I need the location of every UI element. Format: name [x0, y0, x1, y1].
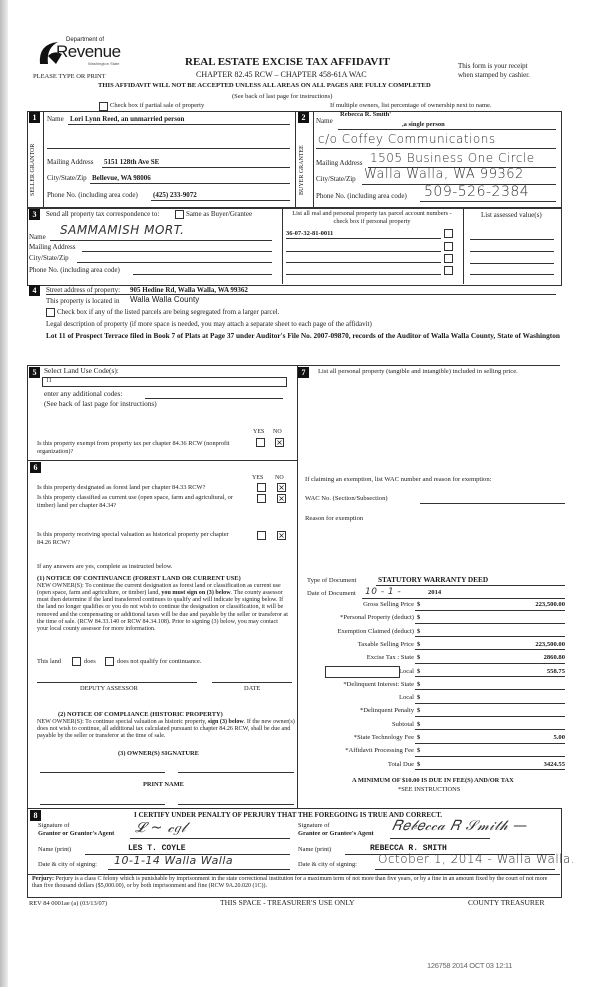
owner-signature-line[interactable]: [40, 772, 165, 773]
perjury-text: Perjury is a class C felony which is punishable by imprisonment in the state correctional institution for a maximum term of not more than five years, or by a fine in an amount fixed by the court of not more than five thousand dollars ($5,000.00), or by both imprisonment and fine (RCW 9A.20.020 (1C)).: [32, 876, 548, 890]
line: [415, 663, 565, 664]
line: [130, 838, 290, 839]
line: [145, 398, 283, 399]
calc-row-label: Taxable Selling Price: [357, 640, 414, 648]
wac-label: WAC No. (Section/Subsection): [305, 495, 388, 502]
line: [376, 585, 565, 586]
line: [415, 623, 565, 624]
same-as-buyer-checkbox[interactable]: [175, 210, 184, 219]
partial-sale-checkbox[interactable]: [99, 102, 108, 111]
buyer-city[interactable]: Walla Walla, WA 99362: [364, 167, 524, 182]
current-use-question: Is this property classified as current use (open space, farm and agricultural, or timber) land per chapter 84.34?: [37, 494, 233, 509]
seller-city[interactable]: Bellevue, WA 98006: [92, 174, 151, 182]
line: [286, 238, 441, 239]
line: [27, 460, 297, 461]
line: [286, 251, 441, 252]
calc-row-label: *Delinquent Interest: State: [343, 680, 414, 688]
line: [108, 869, 290, 870]
line: [212, 682, 292, 683]
line: [470, 239, 554, 240]
notice1-title: (1) NOTICE OF CONTINUANCE (FOREST LAND OR CURRENT USE): [37, 575, 241, 582]
divider: [463, 207, 464, 284]
divider: [27, 365, 28, 808]
section-2-badge: 2: [298, 112, 309, 123]
minimum-due-note: A MINIMUM OF $10.00 IS DUE IN FEE(S) AND/OR TAX: [352, 777, 514, 784]
doc-date-year[interactable]: 2014: [428, 589, 442, 596]
deputy-assessor-label: DEPUTY ASSESSOR: [80, 685, 138, 692]
reason-label: Reason for exemption: [305, 515, 364, 522]
buyer-city-label: City/State/Zip: [316, 175, 356, 183]
date-city-label: Date & city of signing:: [298, 861, 357, 868]
line: [415, 756, 565, 757]
wac-input-line[interactable]: [420, 503, 565, 504]
seller-mail[interactable]: 5151 128th Ave SE: [104, 158, 160, 166]
line: [77, 262, 272, 263]
see-back: (See back of last page for instructions): [232, 93, 333, 100]
line: [27, 874, 560, 875]
warning-line: THIS AFFIDAVIT WILL NOT BE ACCEPTED UNLESS ALL AREAS ON ALL PAGES ARE FULLY COMPLETED: [98, 82, 431, 89]
land-use-code-input[interactable]: 11: [42, 377, 287, 387]
line: [470, 251, 554, 252]
sig-of-label: Signature of: [38, 822, 70, 829]
owner-signature-label: (3) OWNER(S) SIGNATURE: [118, 750, 199, 757]
does-label: does: [84, 658, 96, 665]
line: [415, 703, 565, 704]
section-8-badge: 8: [30, 810, 41, 821]
currency-sign: $: [417, 747, 421, 755]
grantor-name[interactable]: LES T. COYLE: [128, 844, 186, 853]
divider: [295, 111, 296, 207]
currency-sign: $: [417, 720, 421, 728]
grantor-agent-label: Grantor or Grantor's Agent: [38, 830, 115, 837]
notice1-text: NEW OWNER(S): To continue the current designation as forest land or classification as current use (open space, farm and agriculture, or timber) land,: [37, 583, 281, 597]
line: [390, 838, 490, 839]
calc-row-value[interactable]: 5.00: [553, 734, 565, 741]
correspondence-label: Send all property tax correspondence to:: [46, 210, 160, 218]
perjury-label: Perjury:: [32, 876, 54, 882]
yes-header: YES: [253, 429, 265, 435]
personal-property-checkbox[interactable]: [444, 242, 453, 251]
buyer-mail[interactable]: 1505 Business One Circle: [370, 151, 535, 165]
section-1-badge: 1: [29, 112, 40, 123]
if-yes-note: If any answers are yes, complete as instructed below.: [37, 563, 173, 570]
section-4-badge: 4: [29, 285, 40, 296]
scan-edge: [0, 0, 8, 987]
buyer-name-label: Name: [316, 117, 333, 125]
line: [415, 649, 565, 650]
divider: [297, 365, 298, 808]
name-print-label: Name (print): [298, 846, 332, 853]
doc-date-label: Date of Document: [307, 590, 356, 597]
notice2-title: (2) NOTICE OF COMPLIANCE (HISTORIC PROPERTY): [58, 711, 223, 718]
calc-row-label: Total Due: [387, 760, 414, 768]
buyer-side-label: BUYER GRANTEE: [299, 145, 305, 195]
please-type: PLEASE TYPE OR PRINT: [33, 73, 106, 80]
grantor-date-city[interactable]: 10-1-14 Walla Walla: [114, 854, 234, 867]
corr-name[interactable]: SAMMAMISH MORT.: [60, 223, 185, 237]
grantee-date-city[interactable]: October 1, 2014 - Walla Walla.: [378, 852, 576, 866]
currency-sign: $: [417, 640, 421, 648]
section-6-badge: 6: [30, 462, 41, 473]
line: [82, 251, 272, 252]
additional-codes-label: enter any additional codes:: [44, 389, 123, 398]
seller-phone-label: Phone No. (including area code): [47, 191, 138, 199]
form-revision: REV 84 0001ae (a) (03/13/07): [29, 900, 107, 907]
line: [286, 274, 441, 275]
land-use-see-back: (See back of last page for instructions): [44, 399, 157, 408]
line: [415, 689, 565, 690]
notice1-text-2: . The county assessor must then determine if the land transferred continues to qualify and will indicate by signing below. If the land no longer qualifies or you do not wish to continue the designation or classification, it will be removed and the compensating or additional taxes will be due and payable by the seller or transferor at the time of sale. (RCW 84.33.140 or RCW 84.34.108). Prior to signing (3) below, you may contact your local county assessor for more information.: [37, 590, 288, 632]
calc-row-value[interactable]: 3424.55: [543, 760, 565, 768]
street-label: Street address of property:: [46, 286, 121, 294]
grantor-signature[interactable]: 𝓛 ~ 𝒸𝑔𝓁: [135, 820, 187, 836]
land-use-label: Select Land Use Code(s):: [44, 366, 119, 375]
logo-state: Washington State: [88, 61, 120, 66]
line: [37, 682, 197, 683]
line: [362, 598, 565, 599]
segregated-checkbox[interactable]: [46, 308, 55, 317]
forest-yes-checkbox[interactable]: [257, 483, 266, 492]
currency-sign: $: [417, 694, 421, 702]
line: [47, 148, 290, 149]
see-instructions: *SEE INSTRUCTIONS: [398, 786, 461, 793]
historic-yes-checkbox[interactable]: [257, 531, 266, 540]
line: [415, 729, 565, 730]
currency-sign: $: [417, 627, 421, 635]
line: [151, 200, 290, 201]
current-use-no-checkbox[interactable]: ×: [278, 494, 285, 503]
buyer-mail-label: Mailing Address: [316, 159, 363, 167]
this-land-label: This land: [37, 658, 61, 665]
forest-question: Is this property designated as forest land per chapter 84.33 RCW?: [37, 484, 206, 491]
currency-sign: $: [417, 680, 421, 688]
currency-sign: $: [417, 654, 421, 662]
buyer-phone[interactable]: 509-526-2384: [424, 184, 530, 200]
line: [415, 676, 565, 677]
does-checkbox[interactable]: [72, 657, 81, 666]
logo-dept: Department of: [66, 37, 105, 43]
line: [375, 869, 555, 870]
line: [286, 262, 441, 263]
sig-of-label: Signature of: [298, 822, 330, 829]
parcel-header: List all real and personal property tax parcel account numbers - check box if personal property: [292, 210, 452, 225]
doc-date-handwritten[interactable]: 10 - 1 -: [365, 587, 402, 597]
doc-type[interactable]: STATUTORY WARRANTY DEED: [378, 575, 489, 584]
historic-question: Is this property receiving special valuation as historical property per chapter 84.26 RCW?: [37, 531, 229, 546]
print-name-line[interactable]: [178, 804, 294, 805]
seller-phone[interactable]: (425) 233-9072: [153, 191, 197, 199]
section-7-badge: 7: [298, 367, 309, 378]
does-not-label: does not qualify for continuance.: [117, 658, 202, 665]
currency-sign: $: [417, 601, 421, 608]
form-title: REAL ESTATE EXCISE TAX AFFIDAVIT: [185, 56, 390, 68]
logo-name: Revenue: [56, 42, 121, 61]
notice1-bold: you must sign on (3) below: [161, 590, 231, 597]
line: [470, 263, 554, 264]
notice2-text-2: . If the new owner(s) does not wish to continue, all additional tax calculated pursuant to chapter 84.26 RCW, shall be due and payable by the seller or transferor at the time of sale.: [37, 719, 295, 740]
does-not-checkbox[interactable]: [105, 657, 114, 666]
receipt-note-2: when stamped by cashier.: [458, 71, 530, 79]
exempt-yes-checkbox[interactable]: [256, 438, 265, 447]
personal-property-checkbox[interactable]: [444, 266, 453, 275]
print-name-line[interactable]: [40, 804, 165, 805]
calc-row-label: *Delinquent Penalty: [359, 707, 414, 715]
notice2-bold: sign (3) below: [207, 719, 244, 725]
buyer-name[interactable]: Rebecca R. Smith': [340, 111, 392, 118]
name-print-label: Name (print): [38, 846, 72, 853]
section-3-badge: 3: [29, 209, 40, 220]
grantee-signature[interactable]: 𝑅𝑒𝒷𝑒𝒸𝒸𝒶 𝑅 𝒮𝓂𝒾𝓉𝒽 —: [392, 818, 528, 834]
property-street[interactable]: 905 Hedine Rd, Walla Walla, WA 99362: [130, 286, 248, 294]
line: [68, 124, 290, 125]
line: [420, 201, 556, 202]
forest-no-checkbox[interactable]: ×: [278, 483, 285, 492]
buyer-care-of[interactable]: c/o Coffey Communications: [318, 132, 496, 146]
calc-row-label: *State Technology Fee: [353, 734, 414, 741]
date-label: DATE: [244, 685, 261, 692]
line: [46, 294, 556, 295]
currency-sign: $: [417, 734, 421, 741]
owner-signature-line[interactable]: [178, 772, 294, 773]
corr-city-label: City/State/Zip: [29, 254, 69, 262]
calc-row-label: Excise Tax : State: [366, 654, 414, 662]
legal-label: Legal description of property (if more space is needed, you may attach a separate sheet to each page of the affidavit): [46, 320, 372, 328]
calc-row-label: Local: [398, 694, 414, 702]
grantee-name[interactable]: REBECCA R. SMITH: [370, 844, 447, 853]
personal-property-label: List all personal property (tangible and intangible) included in selling price.: [318, 368, 518, 375]
local-tax-code-input[interactable]: [325, 666, 400, 678]
calc-row-label: Subtotal: [392, 720, 414, 728]
personal-property-checkbox[interactable]: [444, 229, 453, 238]
treasurer-use-label: THIS SPACE - TREASURER'S USE ONLY: [220, 898, 355, 907]
line: [415, 769, 565, 770]
print-name-label: PRINT NAME: [143, 781, 184, 788]
same-as-buyer-label: Same as Buyer/Grantee: [186, 210, 253, 218]
notice2-text: NEW OWNER(S): To continue special valuation as historic property,: [37, 719, 207, 725]
seller-side-label: SELLER GRANTOR: [30, 143, 36, 197]
legal-description[interactable]: Lot 11 of Prospect Terrace filed in Book 7 of Plats at Page 37 under Auditor's File No. 2007-09870, records of the Auditor of Walla Walla County, State of Washington: [46, 331, 560, 340]
no-header: NO: [275, 475, 284, 481]
line: [415, 716, 565, 717]
parcel-number[interactable]: 36-07-32-81-0011: [286, 230, 334, 237]
line: [415, 610, 565, 611]
calc-row-label: *Personal Property (deduct): [340, 614, 414, 622]
calc-row-label: Local: [398, 667, 414, 675]
calc-row-value[interactable]: 223,500.00: [535, 601, 565, 608]
buyer-marital: ,a single person: [402, 121, 445, 128]
line: [102, 167, 290, 168]
exemption-label: If claiming an exemption, list WAC number and reason for exemption:: [305, 476, 492, 483]
currency-sign: $: [417, 760, 421, 768]
seller-mail-label: Mailing Address: [47, 158, 94, 166]
divider: [313, 111, 314, 207]
line: [50, 240, 272, 241]
multiple-owners-note: If multiple owners, list percentage of ownership next to name.: [330, 102, 492, 109]
line: [316, 148, 556, 149]
current-use-yes-checkbox[interactable]: [257, 494, 266, 503]
county-label: This property is located in: [46, 297, 120, 305]
certify-statement: I CERTIFY UNDER PENALTY OF PERJURY THAT THE FOREGOING IS TRUE AND CORRECT.: [134, 811, 443, 819]
yes-header: YES: [252, 475, 264, 481]
calc-row-label: *Affidavit Processing Fee: [345, 747, 414, 755]
line: [338, 129, 556, 130]
currency-sign: $: [417, 707, 421, 715]
seller-city-label: City/State/Zip: [47, 174, 87, 182]
line: [415, 743, 565, 744]
calc-row-label: Exemption Claimed (deduct): [337, 627, 414, 635]
calc-row-value[interactable]: 223,500.00: [535, 640, 565, 648]
cashier-stamp: 126758 2014 OCT 03 12:11: [427, 961, 513, 970]
line: [133, 274, 272, 275]
section-5-badge: 5: [29, 367, 40, 378]
doc-type-label: Type of Document: [307, 577, 357, 584]
receipt-note-1: This form is your receipt: [458, 62, 528, 70]
seller-name[interactable]: Lori Lynn Reed, an unmarried person: [70, 115, 185, 123]
corr-mail-label: Mailing Address: [29, 243, 76, 251]
form-chapter: CHAPTER 82.45 RCW – CHAPTER 458-61A WAC: [196, 70, 367, 79]
divider: [43, 111, 44, 207]
county-treasurer-label: COUNTY TREASURER: [468, 898, 545, 907]
calc-row-value[interactable]: 2860.80: [543, 654, 565, 662]
historic-no-checkbox[interactable]: ×: [278, 531, 285, 540]
seller-name-label: Name: [47, 115, 64, 123]
no-header: NO: [273, 429, 282, 435]
grantee-agent-label: Grantee or Grantee's Agent: [298, 830, 374, 837]
divider: [282, 207, 283, 284]
personal-property-checkbox[interactable]: [444, 254, 453, 263]
assessed-header: List assessed value(s): [481, 211, 542, 219]
exempt-question: Is this property exempt from property tax per chapter 84.36 RCW (nonprofit organization)?: [37, 440, 230, 455]
date-city-label: Date & city of signing:: [38, 861, 97, 868]
partial-sale-label: Check box if partial sale of property: [110, 102, 205, 109]
calc-row-label: Gross Selling Price: [363, 601, 414, 608]
segregated-label: Check box if any of the listed parcels are being segregated from a larger parcel.: [57, 308, 280, 316]
currency-sign: $: [417, 667, 421, 675]
line: [415, 636, 565, 637]
corr-phone-label: Phone No. (including area code): [29, 266, 120, 274]
line: [90, 183, 290, 184]
exempt-no-checkbox[interactable]: ×: [276, 438, 283, 447]
currency-sign: $: [417, 614, 421, 622]
corr-name-label: Name: [29, 233, 46, 241]
line: [470, 274, 554, 275]
property-county[interactable]: Walla Walla County: [130, 295, 200, 304]
calc-row-value[interactable]: 558.75: [546, 667, 565, 675]
buyer-phone-label: Phone No. (including area code): [316, 192, 407, 200]
